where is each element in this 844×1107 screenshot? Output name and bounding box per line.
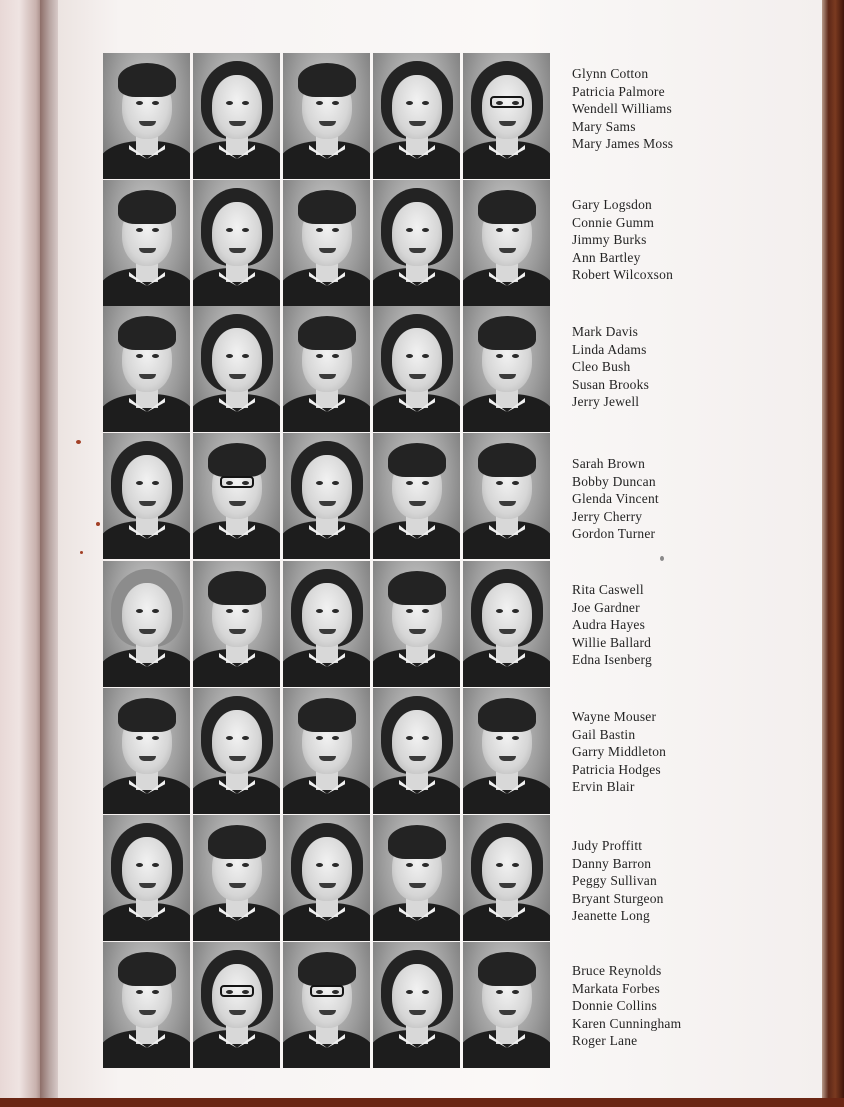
student-portrait-photo: [193, 180, 280, 306]
student-name-list: [572, 962, 802, 1050]
student-name: Jerry Cherry: [572, 508, 643, 524]
student-name: Willie Ballard: [572, 634, 652, 650]
student-row: [103, 53, 803, 179]
student-portrait-photo: [283, 815, 370, 941]
student-portrait-photo: [463, 688, 550, 814]
student-name: Susan Brooks: [572, 376, 650, 392]
student-name: Audra Hayes: [572, 617, 646, 632]
student-portrait-photo: [373, 815, 460, 941]
student-name: Linda Adams: [572, 341, 647, 357]
student-portrait-photo: [103, 53, 190, 179]
student-portrait-photo: [463, 53, 550, 179]
student-name: Donnie Collins: [572, 998, 657, 1013]
ink-speck: [80, 551, 83, 554]
student-name: Gary Logsdon: [572, 197, 653, 212]
student-portrait-photo: [103, 561, 190, 687]
student-row: [103, 688, 803, 814]
student-name: Joe Gardner: [572, 599, 640, 615]
student-row: [103, 942, 803, 1068]
student-portrait-photo: [193, 433, 280, 559]
student-portrait-photo: [463, 942, 550, 1068]
student-name: Ervin Blair: [572, 779, 635, 794]
student-name: Danny Barron: [572, 855, 652, 871]
student-name: Sarah Brown: [572, 456, 646, 471]
student-name: Patricia Palmore: [572, 83, 665, 99]
student-name: Wendell Williams: [572, 101, 672, 116]
student-name: Garry Middleton: [572, 744, 667, 759]
student-portrait-photo: [283, 688, 370, 814]
student-portrait-photo: [283, 53, 370, 179]
student-portrait-photo: [103, 433, 190, 559]
student-name: Wayne Mouser: [572, 709, 657, 724]
student-portrait-photo: [103, 306, 190, 432]
student-name: Mary James Moss: [572, 136, 674, 151]
portrait-strip: [103, 815, 550, 941]
student-name: Roger Lane: [572, 1033, 638, 1048]
portrait-strip: [103, 688, 550, 814]
student-name: Jeanette Long: [572, 908, 650, 923]
student-portrait-photo: [373, 433, 460, 559]
bottom-edge: [0, 1098, 844, 1107]
student-name: Peggy Sullivan: [572, 873, 657, 888]
student-name: Bruce Reynolds: [572, 963, 662, 978]
student-name: Connie Gumm: [572, 214, 655, 230]
student-portrait-photo: [373, 306, 460, 432]
student-name-list: [572, 65, 802, 153]
student-name-list: [572, 581, 802, 669]
student-portrait-photo: [283, 942, 370, 1068]
student-name: Patricia Hodges: [572, 761, 661, 777]
student-name: Cleo Bush: [572, 359, 631, 374]
student-name: Robert Wilcoxson: [572, 267, 674, 282]
student-portrait-photo: [193, 688, 280, 814]
portrait-strip: [103, 942, 550, 1068]
student-name-list: [572, 708, 802, 796]
student-portrait-photo: [463, 815, 550, 941]
student-portrait-photo: [193, 306, 280, 432]
student-portrait-photo: [373, 53, 460, 179]
student-name-list: [572, 196, 802, 284]
student-portrait-photo: [193, 561, 280, 687]
student-portrait-photo: [283, 180, 370, 306]
ink-speck: [76, 440, 81, 444]
portrait-strip: [103, 306, 550, 432]
student-name: Ann Bartley: [572, 249, 641, 265]
student-name: Jerry Jewell: [572, 394, 640, 409]
student-name: Markata Forbes: [572, 980, 660, 996]
student-portrait-photo: [283, 306, 370, 432]
student-name-list: [572, 455, 802, 543]
student-portrait-photo: [463, 561, 550, 687]
student-portrait-photo: [193, 942, 280, 1068]
student-name: Jimmy Burks: [572, 232, 647, 247]
student-name: Gordon Turner: [572, 526, 656, 541]
student-portrait-photo: [283, 561, 370, 687]
student-portrait-photo: [193, 815, 280, 941]
student-name: Judy Proffitt: [572, 838, 643, 853]
student-name: Mary Sams: [572, 118, 636, 134]
portrait-strip: [103, 561, 550, 687]
student-name: Rita Caswell: [572, 582, 644, 597]
student-row: [103, 433, 803, 559]
student-portrait-photo: [463, 180, 550, 306]
student-row: [103, 180, 803, 306]
student-name: Mark Davis: [572, 324, 639, 339]
student-name: Bobby Duncan: [572, 473, 656, 489]
student-name: Gail Bastin: [572, 726, 636, 742]
student-name-list: [572, 323, 802, 411]
student-row: [103, 306, 803, 432]
student-portrait-photo: [103, 942, 190, 1068]
student-name: Bryant Sturgeon: [572, 890, 664, 906]
portrait-strip: [103, 53, 550, 179]
page-stack-edge: [822, 0, 844, 1107]
student-portrait-photo: [373, 942, 460, 1068]
student-row: [103, 561, 803, 687]
portrait-strip: [103, 180, 550, 306]
student-portrait-photo: [103, 688, 190, 814]
student-name-list: [572, 837, 802, 925]
student-portrait-photo: [463, 433, 550, 559]
student-name: Glenda Vincent: [572, 491, 659, 506]
student-name: Glynn Cotton: [572, 66, 649, 81]
student-name: Edna Isenberg: [572, 652, 652, 667]
student-portrait-photo: [373, 688, 460, 814]
student-portrait-photo: [283, 433, 370, 559]
ink-speck: [96, 522, 100, 526]
student-portrait-photo: [463, 306, 550, 432]
student-portrait-photo: [193, 53, 280, 179]
student-portrait-photo: [373, 561, 460, 687]
student-portrait-photo: [373, 180, 460, 306]
student-portrait-photo: [103, 180, 190, 306]
portrait-strip: [103, 433, 550, 559]
student-name: Karen Cunningham: [572, 1015, 682, 1031]
student-portrait-photo: [103, 815, 190, 941]
student-row: [103, 815, 803, 941]
